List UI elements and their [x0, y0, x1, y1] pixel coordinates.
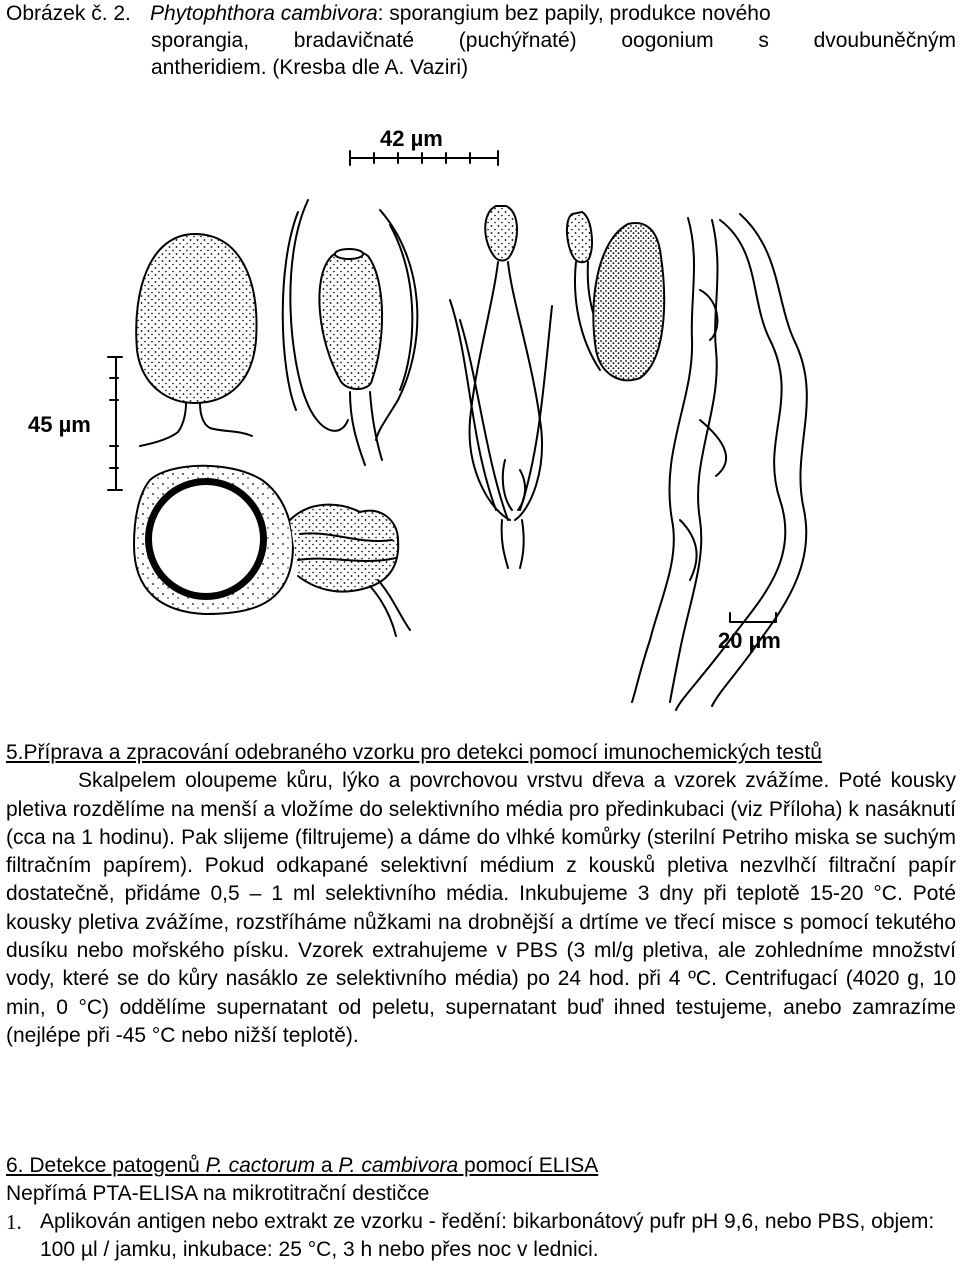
- caption-line-3: antheridiem. (Kresba dle A. Vaziri): [151, 56, 469, 79]
- caption-line-1: [6, 0, 956, 27]
- scale-label-left: 45 µm: [28, 412, 91, 437]
- caption-line-1-rest: : sporangium bez papily, produkce nového: [377, 2, 771, 25]
- scale-bar-right: [730, 613, 776, 622]
- drawing-svg: [0, 100, 960, 720]
- figure-drawing: [0, 100, 960, 720]
- figure-label: Obrázek č. 2.: [6, 2, 131, 25]
- list-item-number: 1.: [6, 1210, 22, 1234]
- species-cactorum: P. cactorum: [205, 1154, 315, 1177]
- heading-suffix: pomocí ELISA: [458, 1154, 599, 1177]
- section-6: [6, 1152, 956, 1264]
- heading-mid: a: [314, 1154, 339, 1177]
- species-cambivora: P. cambivora: [338, 1154, 459, 1177]
- scale-label-right: 20 µm: [718, 628, 781, 653]
- sporangium-3: [450, 206, 552, 568]
- sporangium-4: [567, 212, 664, 380]
- caption-line-2: sporangia, bradavičnaté (puchýřnaté) oogonium s dvoubuněčným: [151, 29, 956, 52]
- sporangium-1: [136, 234, 256, 446]
- section-6-subheading: Nepřímá PTA-ELISA na mikrotitrační destičce: [6, 1182, 430, 1205]
- heading-prefix: 6. Detekce patogenů: [6, 1154, 206, 1177]
- section-5-heading: 5.Příprava a zpracování odebraného vzorku pro detekci pomocí imunochemických testů: [6, 741, 822, 764]
- list-item: [6, 1208, 956, 1264]
- figure-caption: [6, 0, 956, 81]
- scale-bar-left: [108, 357, 122, 490]
- sporangium-2: [283, 200, 418, 465]
- section-5: [6, 739, 956, 1050]
- section-5-paragraph: Skalpelem oloupeme kůru, lýko a povrchovou vrstvu dřeva a vzorek zvážíme. Poté kousky pletiva rozdělíme na menší a vložíme do selektivního média pro předinkubaci (viz Příloha) k nasáknutí (cca na 1 hodinu). Pak slijeme (filtrujeme) a dáme do vlhké komůrky (sterilní Petriho miska se suchým filtračním papírem). Pokud odkapané selektivní médium z kousků pletiva nezvlhčí filtrační papír dostatečně, přidáme 0,5 – 1 ml selektivního média. Inkubujeme 3 dny při teplotě 15-20 °C. Poté kousky pletiva zvážíme, rozstříháme nůžkami na drobnější a drtíme ve třecí misce s pomocí tekutého dusíku nebo mořského písku. Vzorek extrahujeme v PBS (3 ml/g pletiva, ale zohledníme množství vody, které se do kůry nasáklo ze selektivního média) po 24 hod. při 4 ºC. Centrifugací (4020 g, 10 min, 0 °C) oddělíme supernatant od peletu, supernatant buď ihned testujeme, anebo zamrazíme (nejlépe při -45 °C nebo nižší teplotě).: [6, 769, 956, 1047]
- scale-bar-top: [350, 151, 498, 165]
- scale-label-top: 42 µm: [380, 126, 443, 151]
- oogonium: [134, 466, 410, 636]
- section-6-heading: [6, 1152, 956, 1180]
- species-name: Phytophthora cambivora: [150, 2, 378, 25]
- list-item-text: Aplikován antigen nebo extrakt ze vzorku - ředění: bikarbonátový pufr pH 9,6, nebo PBS, objem: 100 µl / jamku, inkubace: 25 °C, 3 h nebo přes noc v lednici.: [40, 1210, 935, 1261]
